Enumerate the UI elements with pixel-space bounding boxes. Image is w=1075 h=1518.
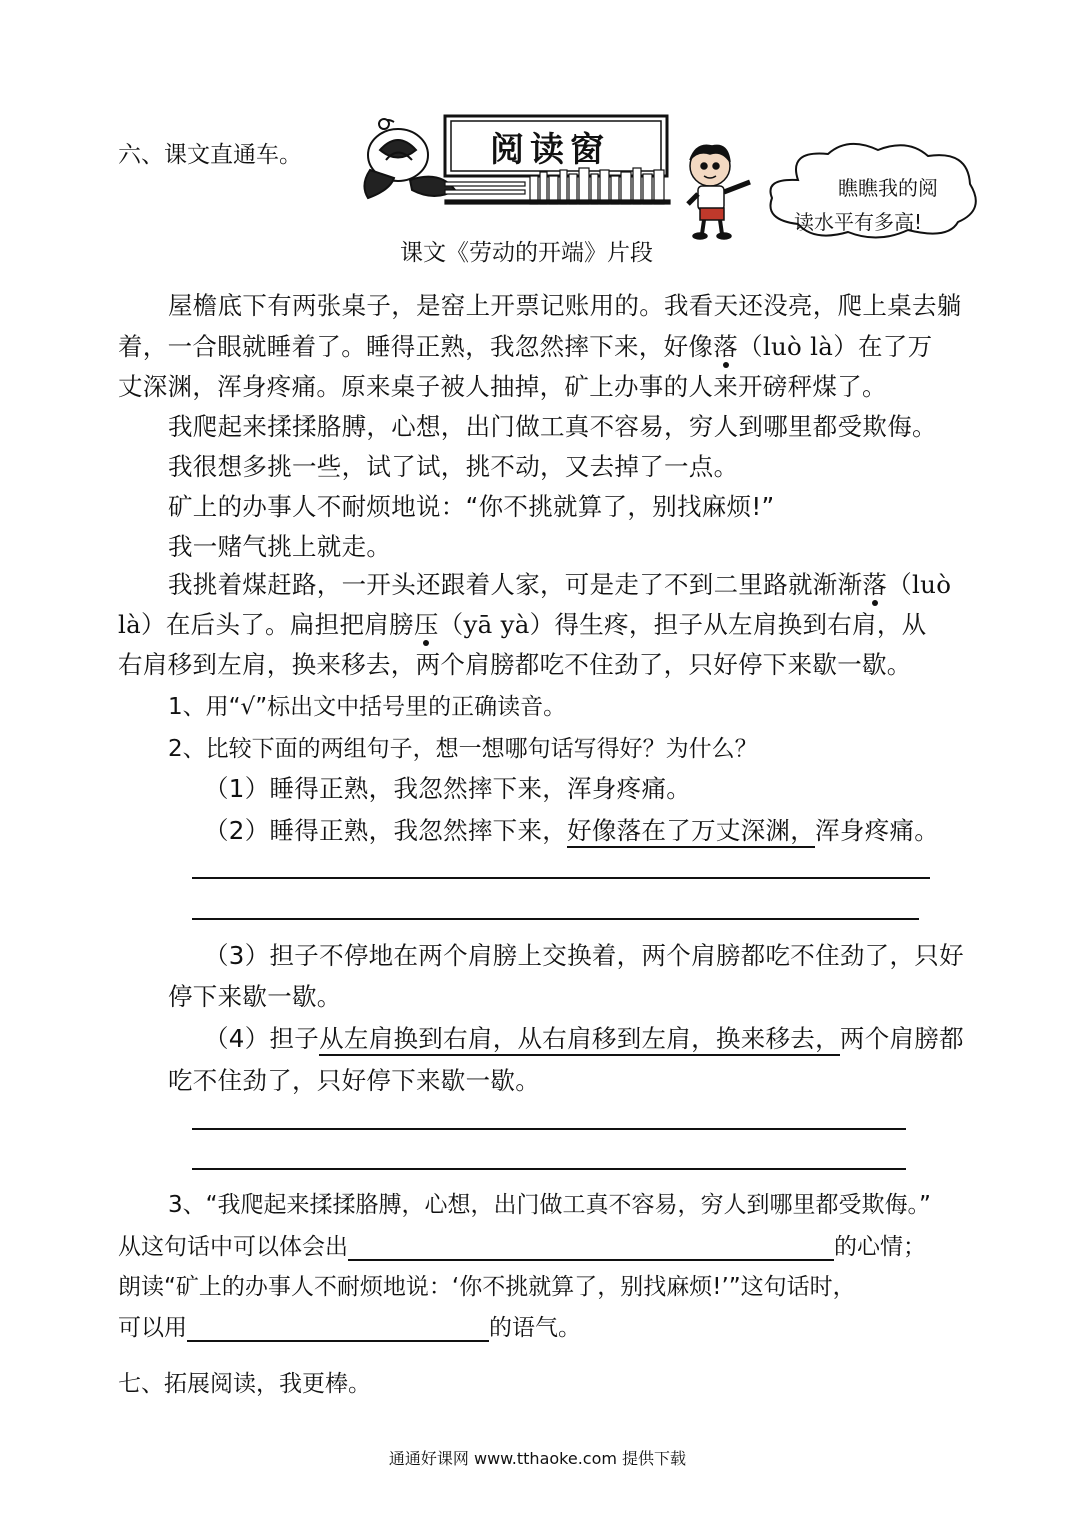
sentence-3-line2: 停下来歇一歇。: [168, 982, 342, 1011]
child-illustration: [678, 140, 758, 240]
passage-p1-line1: 屋檐底下有两张桌子，是窑上开票记账用的。我看天还没亮，爬上桌去躺: [168, 291, 962, 320]
sentence-3-line1: （3）担子不停地在两个肩膀上交换着，两个肩膀都吃不住劲了，只好: [204, 941, 964, 970]
thought-bubble: [758, 140, 986, 244]
question-3-line2: 从这句话中可以体会出 的心情；: [118, 1234, 926, 1260]
tone-blank[interactable]: [187, 1318, 489, 1342]
passage-p1-line3: 丈深渊，浑身疼痛。原来桌子被人抽掉，矿上办事的人来开磅秤煤了。: [118, 372, 887, 401]
banner-title: 阅读窗: [490, 130, 610, 170]
passage-p6-line3: 右肩移到左肩，换来移去，两个肩膀都吃不住劲了，只好停下来歇一歇。: [118, 650, 912, 679]
sentence-2: （2）睡得正熟，我忽然摔下来，好像落在了万丈深渊，浑身疼痛。: [204, 812, 939, 847]
cartoon-child: [678, 140, 758, 240]
passage-title: 课文《劳动的开端》片段: [400, 240, 653, 266]
question-2: 2、比较下面的两组句子，想一想哪句话写得好？为什么？: [168, 736, 758, 762]
section-6-title: 六、课文直通车。: [118, 142, 302, 168]
passage-p3: 我很想多挑一些，试了试，挑不动，又去掉了一点。: [168, 452, 739, 481]
question-1: 1、用“√”标出文中括号里的正确读音。: [168, 694, 567, 720]
passage-p6-line2: là）在后头了。扁担把肩膀压（yā yà）得生疼，担子从左肩换到右肩，从: [118, 610, 927, 639]
feeling-blank[interactable]: [348, 1237, 834, 1261]
question-3-line4: 可以用 的语气。: [118, 1315, 581, 1341]
sentence-1: （1）睡得正熟，我忽然摔下来，浑身疼痛。: [204, 774, 692, 803]
question-3-line1: 3、“我爬起来揉揉胳膊，心想，出门做工真不容易，穷人到哪里都受欺侮。”: [168, 1192, 931, 1218]
answer-line-q2b-1[interactable]: [192, 1128, 906, 1130]
bubble-line-2: 读水平有多高!: [794, 210, 923, 234]
answer-line-q2b-2[interactable]: [192, 1168, 906, 1170]
passage-p1-line2: 着，一合眼就睡着了。睡得正熟，我忽然摔下来，好像落（luò là）在了万: [118, 332, 933, 361]
passage-p2: 我爬起来揉揉胳膊，心想，出门做工真不容易，穷人到哪里都受欺侮。: [168, 412, 937, 441]
sentence-4-line2: 吃不住劲了，只好停下来歇一歇。: [168, 1066, 540, 1095]
question-3-line3: 朗读“矿上的办事人不耐烦地说：‘你不挑就算了，别找麻烦!’”这句话时，: [118, 1274, 856, 1300]
passage-p4: 矿上的办事人不耐烦地说：“你不挑就算了，别找麻烦!”: [168, 492, 775, 521]
reading-window-banner: [350, 110, 675, 210]
section-7-title: 七、拓展阅读，我更棒。: [118, 1371, 371, 1397]
bubble-line-1: 瞧瞧我的阅: [838, 176, 938, 200]
answer-line-q2a-2[interactable]: [192, 918, 919, 920]
footer-text: 通通好课网 www.tthaoke.com 提供下载: [388, 1449, 687, 1468]
sentence-4-line1: （4）担子从左肩换到右肩，从右肩移到左肩，换来移去，两个肩膀都: [204, 1020, 964, 1055]
passage-p6-line1: 我挑着煤赶路，一开头还跟着人家，可是走了不到二里路就渐渐落（luò: [168, 570, 952, 599]
passage-p5: 我一赌气挑上就走。: [168, 532, 392, 561]
answer-line-q2a-1[interactable]: [192, 877, 930, 879]
